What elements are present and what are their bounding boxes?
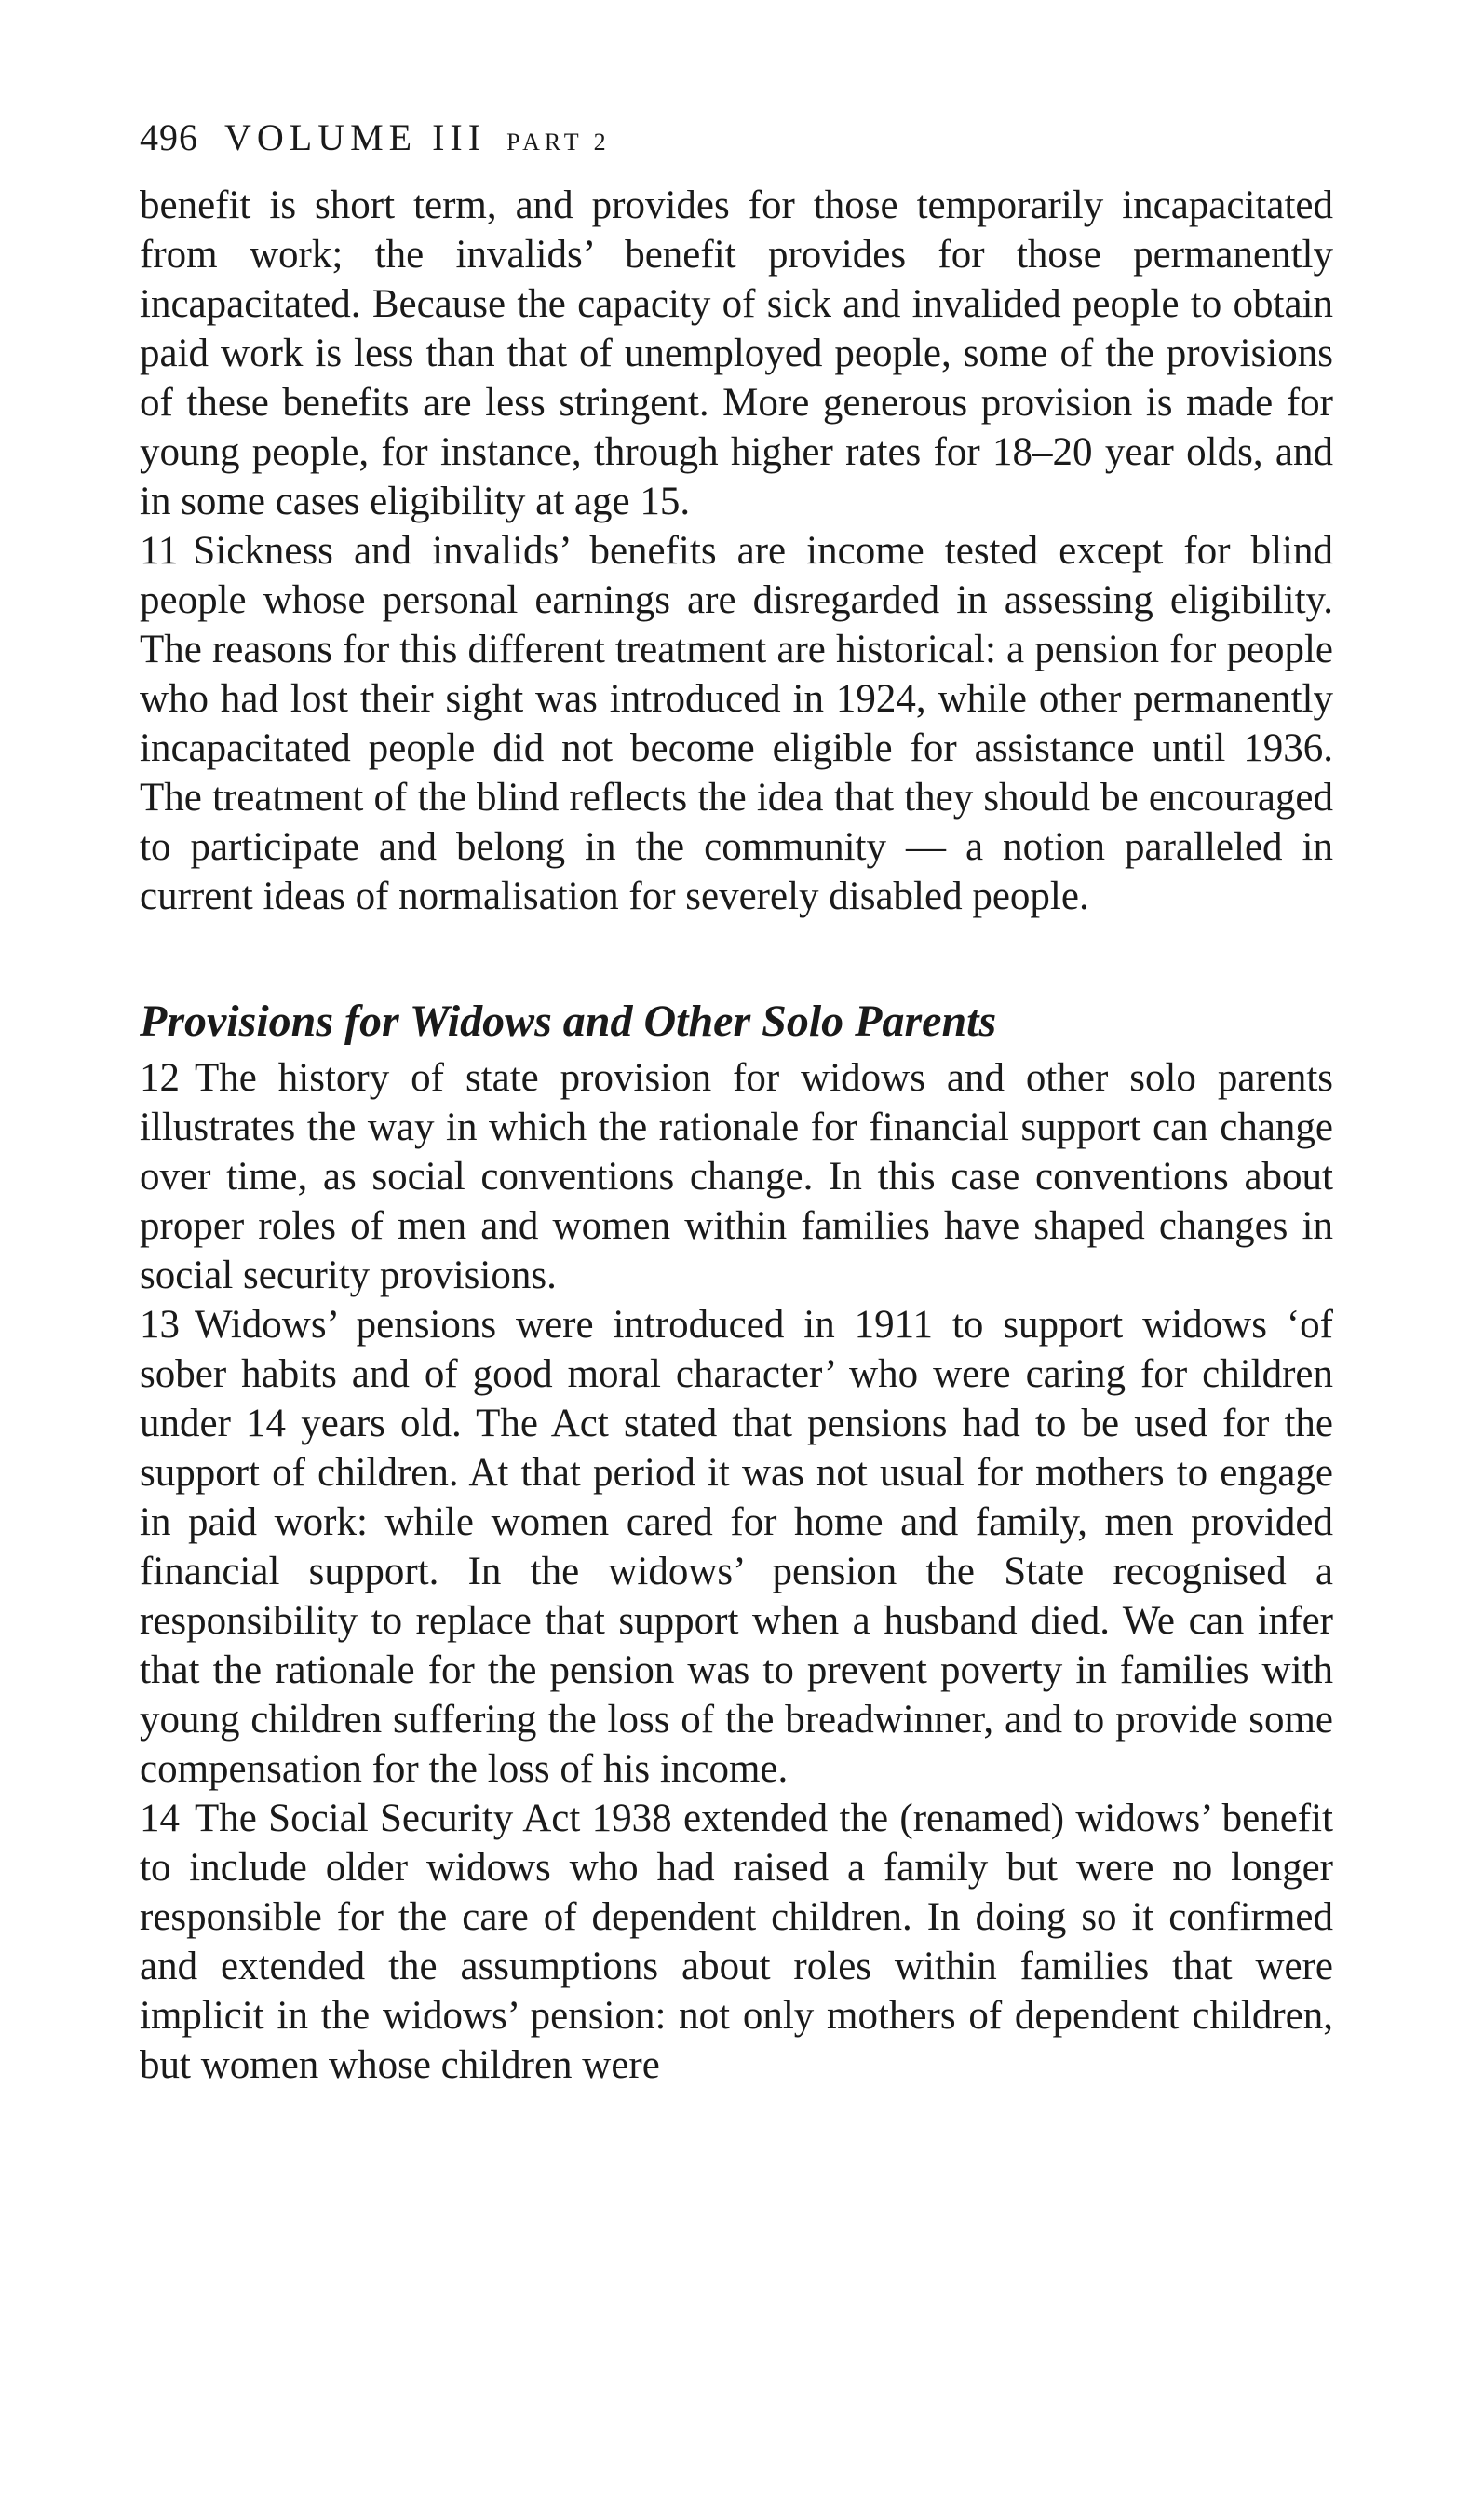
paragraph-number: 13	[140, 1303, 180, 1347]
paragraph-text: The Social Security Act 1938 extended the (renamed) widows’ benefit to include older widows who had raised a family but were no longer responsible for the care of dependent children. In doing so it confirmed and extended the assumptions about roles within families that were implicit in the widows’ pension: not only mothers of dependent children, but women whose children were	[140, 1796, 1333, 2087]
paragraph-11	[140, 526, 1333, 921]
paragraph-13	[140, 1300, 1333, 1794]
volume-label: VOLUME III	[224, 116, 487, 158]
paragraph-text: Widows’ pensions were introduced in 1911 to support widows ‘of sober habits and of good moral character’ who were caring for children under 14 years old. The Act stated that pensions had to be used for the support of children. At that period it was not usual for mothers to engage in paid work: while women cared for home and family, men provided financial support. In the widows’ pension the State recognised a responsibility to replace that support when a husband died. We can infer that the rationale for the pension was to prevent poverty in families with young children suffering the loss of the breadwinner, and to provide some compensation for the loss of his income.	[140, 1303, 1333, 1791]
part-label: PART 2	[506, 129, 611, 156]
page-number: 496	[140, 116, 198, 158]
paragraph-number: 12	[140, 1056, 180, 1100]
running-header	[140, 112, 1333, 164]
paragraph-text: Sickness and invalids’ benefits are income tested except for blind people whose personal earnings are disregarded in assessing eligibility. The reasons for this different treatment are historical: a pension for people who had lost their sight was introduced in 1924, while other permanently incapacitated people did not become eligible for assistance until 1936. The treatment of the blind reflects the idea that they should be encouraged to participate and belong in the community — a notion paralleled in current ideas of normalisation for severely disabled people.	[140, 529, 1333, 918]
paragraph-14	[140, 1794, 1333, 2090]
paragraph-text: benefit is short term, and provides for those temporarily incapacitated from work; the invalids’ benefit provides for those permanently incapacitated. Because the capacity of sick and invalided people to obtain paid work is less than that of unemployed people, some of the provisions of these benefits are less stringent. More generous provision is made for young people, for instance, through higher rates for 18–20 year olds, and in some cases eligibility at age 15.	[140, 183, 1333, 523]
paragraph-number: 11	[140, 529, 179, 573]
document-page	[140, 112, 1333, 2090]
paragraph-12	[140, 1053, 1333, 1300]
paragraph-number: 14	[140, 1796, 180, 1840]
section-heading: Provisions for Widows and Other Solo Parents	[140, 996, 997, 1046]
paragraph-text: The history of state provision for widows and other solo parents illustrates the way in which the rationale for financial support can change over time, as social conventions change. In this case conventions about proper roles of men and women within families have shaped changes in social security provisions.	[140, 1056, 1333, 1297]
paragraph-continued	[140, 181, 1333, 526]
